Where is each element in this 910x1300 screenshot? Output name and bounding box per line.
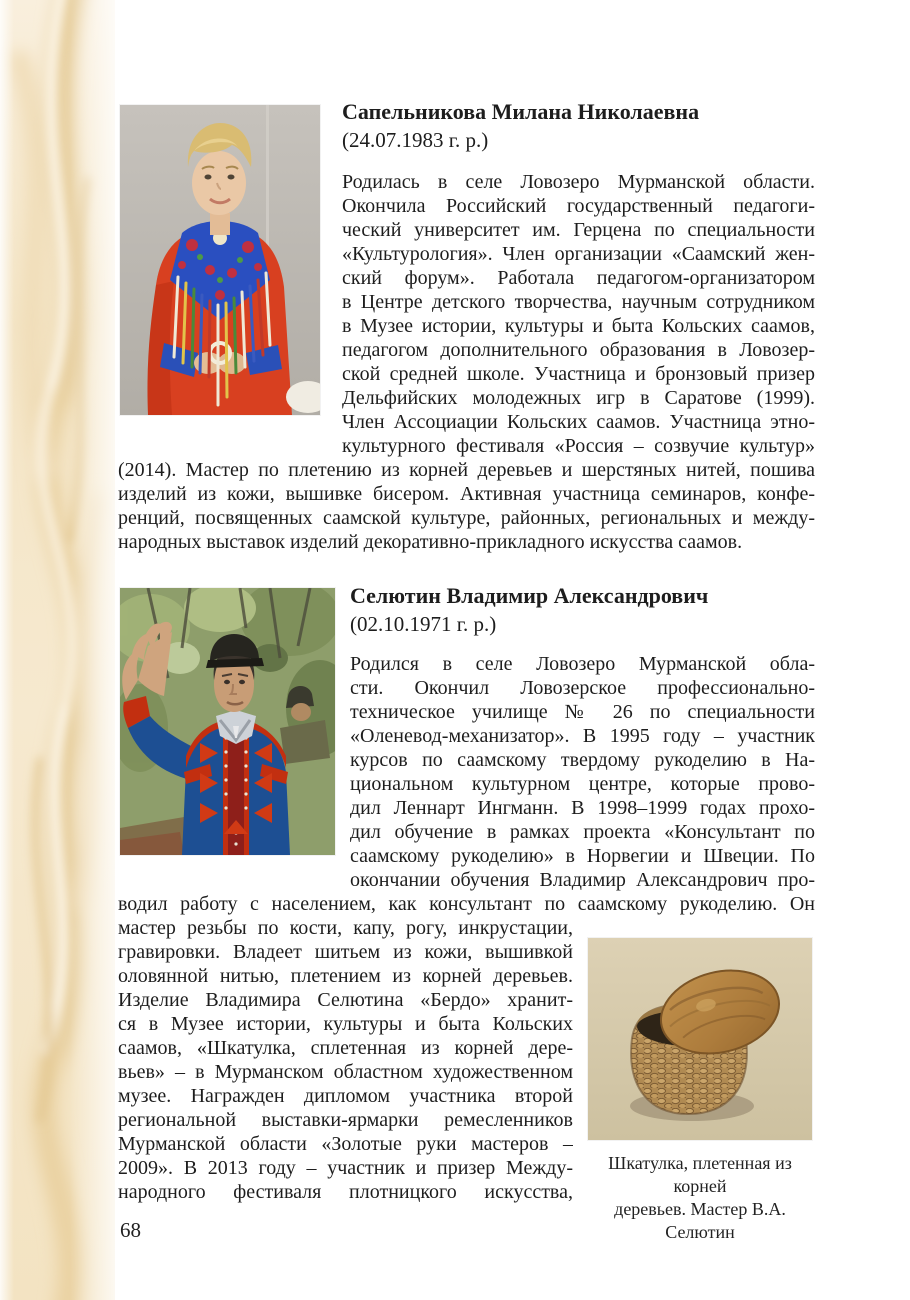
text-line: водил работу с населением, как консультант по саамскому рукоделию. Он bbox=[118, 893, 815, 915]
text-line: культурного фестиваля «Россия – созвучие культур» bbox=[342, 435, 815, 457]
text-line: ренций, посвященных саамской культуре, районных, региональных и между- bbox=[118, 507, 815, 529]
section1-column-text bbox=[342, 170, 815, 458]
text-line: ческий университет им. Герцена по специальности bbox=[342, 219, 815, 241]
photo-woven-basket bbox=[588, 938, 812, 1140]
section2-left-column-text bbox=[118, 916, 573, 1204]
person-birthdate: (02.10.1971 г. р.) bbox=[350, 612, 497, 636]
text-line: в Центре детского творчества, научным сотрудником bbox=[342, 291, 815, 313]
text-line: в Музее истории, культуры и быта Кольских саамов, bbox=[342, 315, 815, 337]
text-line: Родился в селе Ловозеро Мурманской обла- bbox=[350, 653, 815, 675]
text-line: мастер резьбы по кости, капу, рогу, инкрустации, bbox=[118, 917, 573, 939]
decorative-left-border bbox=[0, 0, 128, 1300]
text-line: региональной выставки-ярмарки ремесленников bbox=[118, 1109, 573, 1131]
text-line: (2014). Мастер по плетению из корней деревьев и шерстяных нитей, пошива bbox=[118, 459, 815, 481]
text-line: техническое училище № 26 по специальности bbox=[350, 701, 815, 723]
basket-photo-caption bbox=[584, 1152, 816, 1244]
text-line: «Оленевод-механизатор». В 1995 году – участник bbox=[350, 725, 815, 747]
text-line: сти. Окончил Ловозерское профессионально- bbox=[350, 677, 815, 699]
text-line: дил обучение в рамках проекта «Консультант по bbox=[350, 821, 815, 843]
caption-line: Шкатулка, плетенная из корней bbox=[608, 1153, 792, 1196]
section2-fullwidth-text bbox=[118, 892, 815, 916]
text-line: Член Ассоциации Кольских саамов. Участница этно- bbox=[342, 411, 815, 433]
photo-sapelnikova-portrait bbox=[120, 105, 320, 415]
text-line: дил Леннарт Ингманн. В 1998–1999 годах прохо- bbox=[350, 797, 815, 819]
text-line: Дельфийских молодежных игр в Саратове (1999). bbox=[342, 387, 815, 409]
text-line: ся в Музее истории, культуры и быта Кольских bbox=[118, 1013, 573, 1035]
section2-column-text bbox=[350, 652, 815, 892]
text-line: Родилась в селе Ловозеро Мурманской области. bbox=[342, 171, 815, 193]
text-line: ский форум». Работала педагогом-организатором bbox=[342, 267, 815, 289]
text-line: народных выставок изделий декоративно-прикладного искусства саамов. bbox=[118, 531, 743, 553]
person-birthdate: (24.07.1983 г. р.) bbox=[342, 128, 489, 152]
text-line: гравировки. Владеет шитьем из кожи, вышивкой bbox=[118, 941, 573, 963]
text-line: Окончила Российский государственный педагоги- bbox=[342, 195, 815, 217]
page-number: 68 bbox=[120, 1218, 141, 1242]
text-line: курсов по саамскому твердому рукоделию в На- bbox=[350, 749, 815, 771]
section1-fullwidth-text bbox=[118, 458, 815, 554]
photo-selyutin-portrait bbox=[120, 588, 335, 855]
text-line: циональном культурном центре, которые прово- bbox=[350, 773, 815, 795]
text-line: музее. Награжден дипломом участника второй bbox=[118, 1085, 573, 1107]
text-line: народного фестиваля плотницкого искусства, bbox=[118, 1181, 573, 1203]
person-name: Селютин Владимир Александрович bbox=[350, 583, 709, 608]
text-line: педагогом дополнительного образования в Ловозер- bbox=[342, 339, 815, 361]
text-line: ской средней школе. Участница и бронзовый призер bbox=[342, 363, 815, 385]
section-heading-selyutin bbox=[350, 582, 815, 638]
person-name: Сапельникова Милана Николаевна bbox=[342, 99, 700, 124]
text-line: изделий из кожи, вышивке бисером. Активная участница семинаров, конфе- bbox=[118, 483, 815, 505]
text-line: Мурманской области «Золотые руки мастеров – bbox=[118, 1133, 573, 1155]
text-line: оловянной нитью, плетением из корней деревьев. bbox=[118, 965, 573, 987]
text-line: окончании обучения Владимир Александрович про- bbox=[350, 869, 815, 891]
text-line: саамскому рукоделию» в Норвегии и Швеции. По bbox=[350, 845, 815, 867]
caption-line: деревьев. Мастер В.А. Селютин bbox=[614, 1199, 786, 1242]
text-line: 2009». В 2013 году – участник и призер Между- bbox=[118, 1157, 573, 1179]
text-line: «Культурология». Член организации «Саамский жен- bbox=[342, 243, 815, 265]
text-line: саамов, «Шкатулка, сплетенная из корней дере- bbox=[118, 1037, 573, 1059]
text-line: Изделие Владимира Селютина «Бердо» хранит- bbox=[118, 989, 573, 1011]
section-heading-sapelnikova bbox=[342, 98, 815, 154]
text-line: вьев» – в Мурманском областном художественном bbox=[118, 1061, 573, 1083]
